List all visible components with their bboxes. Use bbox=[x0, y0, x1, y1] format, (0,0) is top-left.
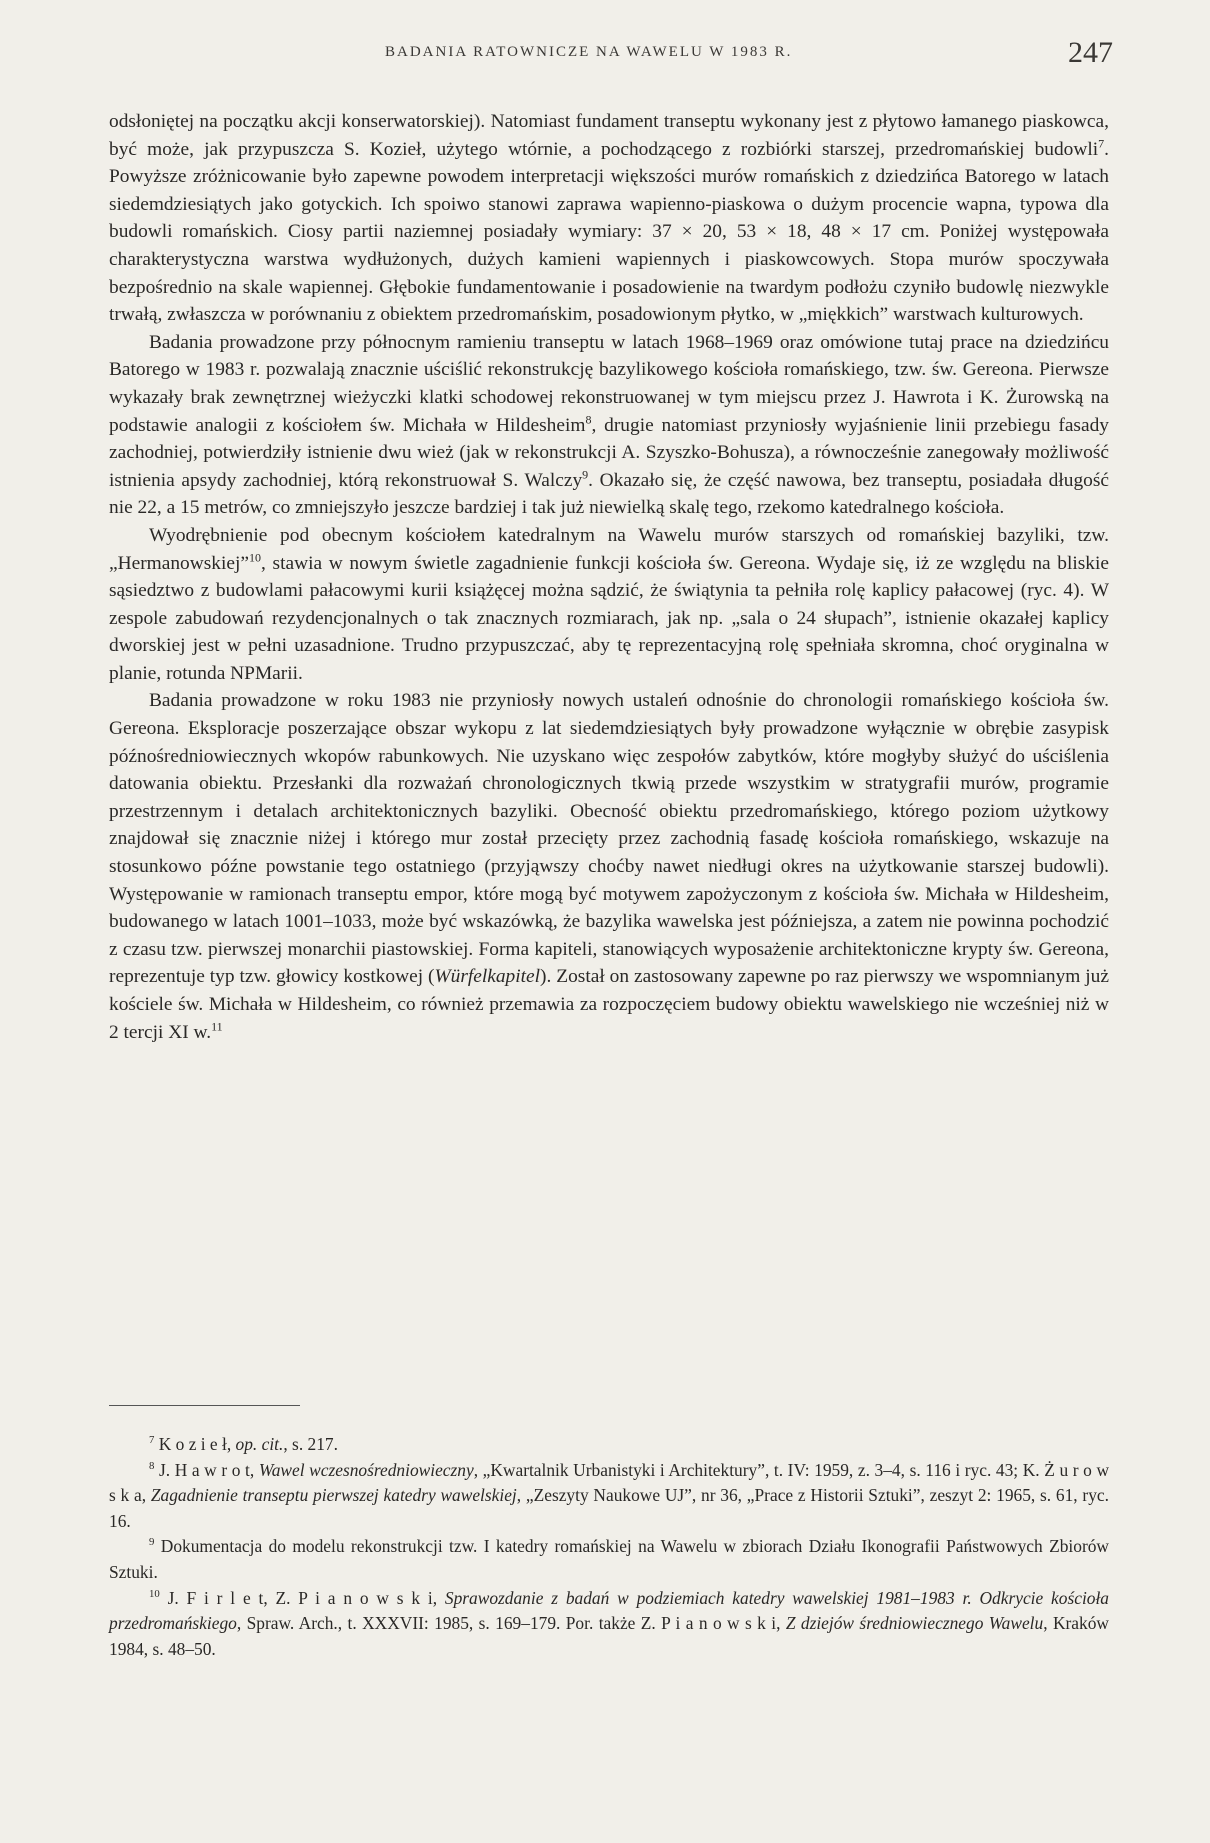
footnote bbox=[109, 1432, 1109, 1458]
footnote bbox=[109, 1458, 1109, 1535]
running-head: BADANIA RATOWNICZE NA WAWELU W 1983 R. bbox=[385, 44, 793, 60]
italic-text: op. cit. bbox=[235, 1434, 284, 1454]
body-text bbox=[109, 108, 1109, 1046]
text-run: , drugie natomiast przyniosły wyjaśnienie linii przebiegu fasady zachodniej, potwierdziły istnienie dwu wież (jak w rekonstrukcji A. Szyszko-Bohusza), a równocześnie zanegowały możliwość istnienia apsydy zachodniej, którą rekonstruował S. Walczy bbox=[109, 414, 1109, 491]
footnote-ref: 9 bbox=[149, 1536, 155, 1549]
footnote bbox=[109, 1586, 1109, 1663]
italic-text: Z dziejów średniowiecznego Wawelu bbox=[785, 1613, 1044, 1634]
text-run: . Okazało się, że część nawowa, bez transeptu, posiadała długość nie 22, a 15 metrów, co zmniejszyło jeszcze bardziej i tak już niewielką skalę tego, rzekomo katedralnego kościoła. bbox=[109, 469, 1110, 519]
text-run: , Spraw. Arch., t. XXXVII: 1985, s. 169–179. Por. także Z. P i a n o w s k i, bbox=[236, 1613, 786, 1634]
text-run: Badania prowadzone przy północnym ramieniu transeptu w latach 1968–1969 oraz omówione tutaj prace na dziedzińcu Batorego w 1983 r. pozwalają znacznie uściślić rekonstrukcję bazylikowego kościoła romańskiego, tzw. św. Gereona. Pierwsze wykazały brak zewnętrznej wieżyczki klatki schodowej rekonstruowanej w tym miejscu przez J. Hawrota i K. Żurowską na podstawie analogii z kościołem św. Michała w Hildesheim bbox=[109, 331, 1109, 436]
text-run: Dokumentacja do modelu rekonstrukcji tzw. I katedry romańskiej na Wawelu w zbiorach Działu Ikonografii Państwowych Zbiorów Sztuki. bbox=[109, 1536, 1109, 1582]
footnote bbox=[109, 1534, 1109, 1585]
body-paragraph bbox=[109, 108, 1109, 329]
footnote-ref: 11 bbox=[211, 1019, 223, 1034]
body-paragraph bbox=[109, 329, 1109, 522]
footnote-divider bbox=[109, 1405, 300, 1406]
text-run: Wyodrębnienie pod obecnym kościołem katedralnym na Wawelu murów starszych od romańskiej bazyliki, tzw. „Hermanowskiej” bbox=[109, 524, 1109, 574]
page-number: 247 bbox=[1068, 36, 1113, 69]
text-run: J. F i r l e t, Z. P i a n o w s k i, bbox=[159, 1587, 445, 1608]
text-run: , „Kwartalnik Urbanistyki i Architektury”, t. IV: 1959, z. 3–4, s. 116 i ryc. 43; K. Ż u r o w s k a, bbox=[109, 1459, 1109, 1506]
text-run: J. H a w r o t, bbox=[154, 1459, 259, 1480]
footnote-ref: 7 bbox=[149, 1434, 155, 1447]
footnote-ref: 8 bbox=[585, 412, 592, 427]
text-run: K o z i e ł, bbox=[154, 1434, 236, 1454]
text-run: , stawia w nowym świetle zagadnienie funkcji kościoła św. Gereona. Wydaje się, iż ze względu na bliskie sąsiedztwo z budowlami pałacowymi kurii książęcej można sądzić, że świątynia ta pełniła rolę kaplicy pałacowej (ryc. 4). W zespole zabudowań rezydencjonalnych o tak znacznych rozmiarach, jak np. „sala o 24 słupach”, istnienie okazałej kaplicy dworskiej jest w pełni uzasadnione. Trudno przypuszczać, aby tę reprezentacyjną rolę spełniała skromna, choć oryginalna w planie, rotunda NPMarii. bbox=[109, 552, 1109, 684]
text-run: ). Został on zastosowany zapewne po raz pierwszy we wspomnianym już kościele św. Michała w Hildesheim, co również przemawia za rozpoczęciem budowy obiektu wawelskiego nie wcześniej niż w 2 tercji XI w. bbox=[109, 966, 1109, 1043]
body-paragraph bbox=[109, 522, 1109, 688]
italic-text: Sprawozdanie z badań w podziemiach katedry wawelskiej 1981–1983 r. Odkrycie kościoła przedromańskiego bbox=[109, 1587, 1109, 1634]
text-run: , s. 217. bbox=[283, 1434, 338, 1454]
text-run: . Powyższe zróżnicowanie było zapewne powodem interpretacji większości murów romańskich z dziedzińca Batorego w latach siedemdziesiątych jako gotyckich. Ich spoiwo stanowi zaprawa wapienno-piaskowa o dużym procencie wapna, typowa dla budowli romańskich. Ciosy partii naziemnej posiadały wymiary: 37 × 20, 53 × 18, 48 × 17 cm. Poniżej występowała charakterystyczna warstwa wydłużonych, dużych kamieni wapiennych i piaskowcowych. Stopa murów spoczywała bezpośrednio na skale wapiennej. Głębokie fundamentowanie i posadowienie na twardym podłożu czyniło budowlę niezwykle trwałą, zwłaszcza w porównaniu z obiektem przedromańskim, posadowionym płytko, w „miękkich” warstwach kulturowych. bbox=[109, 138, 1109, 326]
italic-text: Würfelkapitel bbox=[434, 966, 541, 988]
text-run: odsłoniętej na początku akcji konserwatorskiej). Natomiast fundament transeptu wykonany jest z płytowo łamanego piaskowca, być może, jak przypuszcza S. Kozieł, użytego wtórnie, a pochodzącego z rozbiórki starszej, przedromańskiej budowli bbox=[109, 111, 1109, 160]
footnotes bbox=[109, 1432, 1109, 1662]
text-run: Badania prowadzone w roku 1983 nie przyniosły nowych ustaleń odnośnie do chronologii romańskiego kościoła św. Gereona. Eksploracje poszerzające obszar wykopu z lat siedemdziesiątych były prowadzone wyłącznie w obrębie zasypisk późnośredniowiecznych wkopów rabunkowych. Nie uzyskano więc zespołów zabytków, które mogłyby służyć do uściślenia datowania obiektu. Przesłanki dla rozważań chronologicznych tkwią przede wszystkim w stratygrafii murów, programie przestrzennym i detalach architektonicznych bazyliki. Obecność obiektu przedromańskiego, którego poziom użytkowy znajdował się znacznie niżej i którego mur został przecięty przez zachodnią fasadę kościoła romańskiego, wskazuje na stosunkowo późne powstanie tego ostatniego (przyjąwszy choćby nawet niedługi okres na użytkowanie starszej budowli). Występowanie w ramionach transeptu empor, które mogą być motywem zapożyczonym z kościoła św. Michała w Hildesheim, budowanego w latach 1001–1033, może być wskazówką, że bazylika wawelska jest późniejsza, a zatem nie powinna pochodzić z czasu tzw. pierwszej monarchii piastowskiej. Forma kapiteli, stanowiących wyposażenie architektoniczne krypty św. Gereona, reprezentuje typ tzw. głowicy kostkowej ( bbox=[109, 690, 1109, 988]
italic-text: Wawel wczesnośredniowieczny bbox=[258, 1459, 474, 1480]
footnote-ref: 10 bbox=[149, 1587, 160, 1600]
italic-text: Zagadnienie transeptu pierwszej katedry wawelskiej bbox=[150, 1485, 517, 1506]
footnote-ref: 9 bbox=[582, 467, 589, 482]
text-run: , „Zeszyty Naukowe UJ”, nr 36, „Prace z Historii Sztuki”, zeszyt 2: 1965, s. 61, ryc. 16. bbox=[109, 1485, 1109, 1531]
body-paragraph bbox=[109, 687, 1109, 1046]
footnote-ref: 8 bbox=[149, 1459, 155, 1472]
footnote-ref: 10 bbox=[249, 550, 262, 565]
text-run: , Kraków 1984, s. 48–50. bbox=[109, 1613, 1109, 1659]
footnote-ref: 7 bbox=[1098, 136, 1105, 151]
